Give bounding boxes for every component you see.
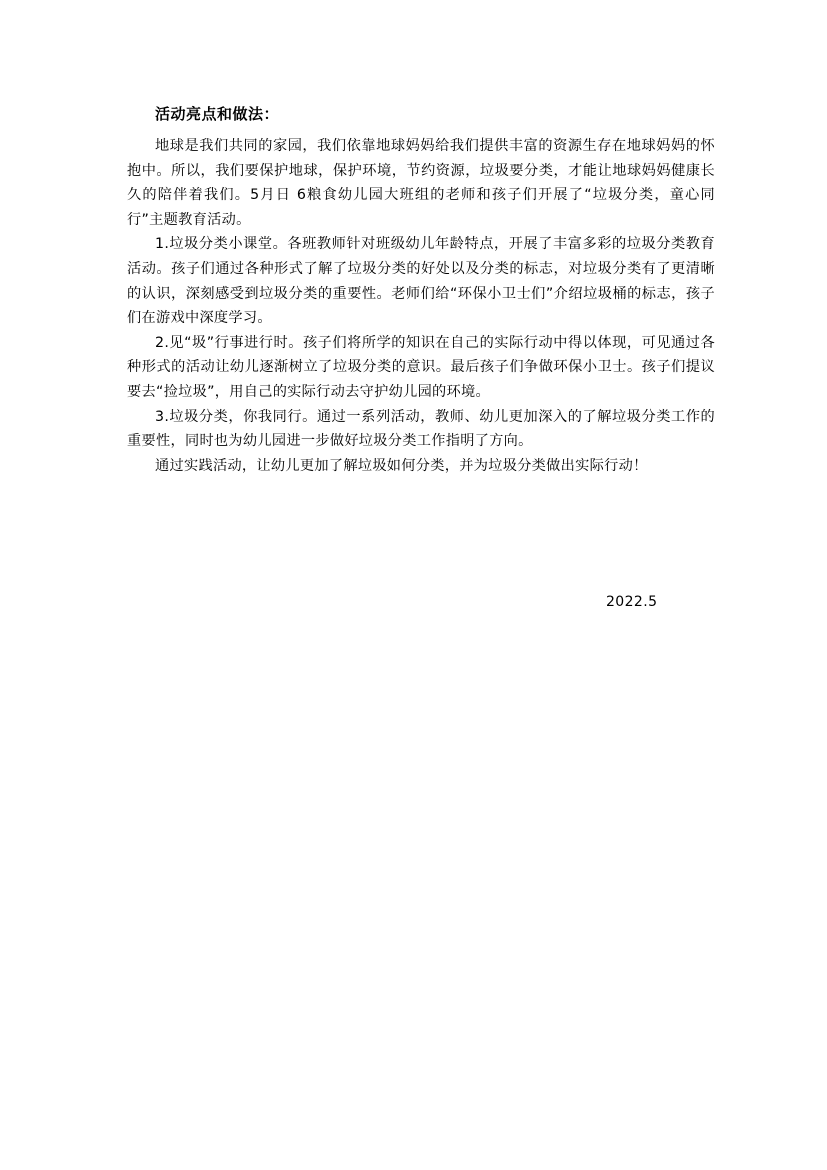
paragraph-item-1: 1.垃圾分类小课堂。各班教师针对班级幼儿年龄特点，开展了丰富多彩的垃圾分类教育活动。孩子们通过各种形式了解了垃圾分类的好处以及分类的标志，对垃圾分类有了更清晰的认识，深刻感受到垃圾分类的重要性。老师们给“环保小卫士们”介绍垃圾桶的标志，孩子们在游戏中深度学习。: [127, 236, 715, 327]
document-date: 2022.5: [606, 594, 658, 610]
paragraph-item-2: 2.见“圾”行事进行时。孩子们将所学的知识在自己的实际行动中得以体现，可见通过各种形式的活动让幼儿逐渐树立了垃圾分类的意识。最后孩子们争做环保小卫士。孩子们提议要去“捡垃圾”，用自己的实际行动去守护幼儿园的环境。: [127, 334, 715, 400]
paragraph-intro: 地球是我们共同的家园，我们依靠地球妈妈给我们提供丰富的资源生存在地球妈妈的怀抱中。所以，我们要保护地球，保护环境，节约资源，垃圾要分类，才能让地球妈妈健康长久的陪伴着我们。5月日 6粮食幼儿园大班组的老师和孩子们开展了“垃圾分类，童心同行”主题教育活动。: [127, 138, 715, 228]
paragraph-item-3: 3.垃圾分类，你我同行。通过一系列活动，教师、幼儿更加深入的了解垃圾分类工作的重要性，同时也为幼儿园进一步做好垃圾分类工作指明了方向。: [127, 408, 715, 450]
document-body: [127, 104, 715, 478]
paragraph-conclusion: 通过实践活动，让幼儿更加了解垃圾如何分类，并为垃圾分类做出实际行动！: [155, 457, 648, 474]
section-heading: 活动亮点和做法：: [155, 105, 280, 123]
